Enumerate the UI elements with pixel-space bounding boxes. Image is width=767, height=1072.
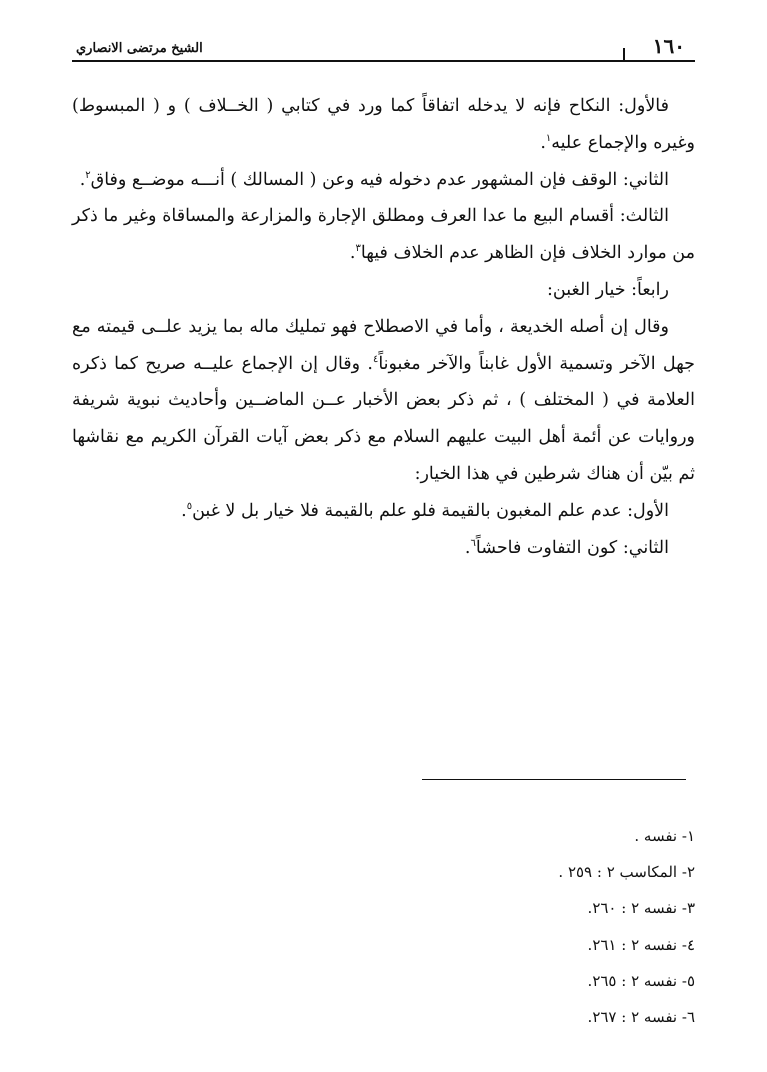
header-divider-tick	[623, 48, 625, 60]
footnote-item: ٢- المكاسب ٢ : ٢٥٩ .	[558, 863, 695, 882]
footnote-ref-5[interactable]: ٥	[186, 500, 193, 512]
footnote-ref-4[interactable]: ٤	[372, 353, 379, 365]
footnotes	[420, 818, 695, 1035]
footnote-separator	[422, 779, 686, 780]
footnote-ref-3[interactable]: ٣	[355, 243, 361, 255]
main-text	[72, 88, 695, 566]
paragraph-third: الثالث: أقسام البيع ما عدا العرف ومطلق الإجارة والمزارعة والمساقاة وغير ما ذكر من موارد الخلاف فإن الظاهر عدم الخلاف فيها$^٣$.	[72, 206, 695, 264]
condition-second: الثاني: كون التفاوت فاحشاً$^٦$.	[464, 537, 669, 558]
running-title: الشيخ مرتضى الانصاري	[76, 41, 203, 56]
paragraph-second: الثاني: الوقف فإن المشهور عدم دخوله فيه وعن ( المسالك ) أنـــه موضــع وفاق$^٢$.	[79, 169, 669, 190]
paragraph-first: فالأول: النكاح فإنه لا يدخله اتفاقاً كما ورد في كتابي ( الخــلاف ) و ( المبسوط) وغيره والإجماع عليه$^١$.	[72, 96, 695, 153]
running-header	[72, 28, 695, 62]
section-heading-fourth: رابعاً: خيار الغبن:	[547, 279, 669, 300]
footnote-ref-6[interactable]: ٦	[470, 537, 476, 549]
footnote-ref-1[interactable]: ١	[545, 132, 552, 144]
condition-first: الأول: عدم علم المغبون بالقيمة فلو علم بالقيمة فلا خيار بل لا غبن$^٥$.	[181, 500, 669, 521]
footnote-item: ٦- نفسه ٢ : ٢٦٧.	[587, 1008, 695, 1027]
page-number: ١٦٠	[652, 34, 685, 58]
footnote-ref-2[interactable]: ٢	[85, 169, 91, 181]
footnote-item: ٤- نفسه ٢ : ٢٦١.	[587, 935, 695, 954]
footnote-item: ٥- نفسه ٢ : ٢٦٥.	[587, 971, 695, 990]
footnote-item: ١- نفسه .	[634, 827, 695, 845]
paragraph-ghabn: وقال إن أصله الخديعة ، وأما في الاصطلاح فهو تمليك ماله بما يزيد علــى قيمته مع جهل الآخر وتسمية الأول غابناً والآخر مغبوناً$^٤$. وقال إن الإجماع عليــه صريح كما ذكره العلامة في ( المختلف ) ، ثم ذكر بعض الأخبار عــن الماضــين وأحاديث نبوية شريفة وروايات عن أئمة أهل البيت عليهم السلام مع ذكر بعض آيات القرآن الكريم مع نقاشها ثم بيّن أن هناك شرطين في هذا الخيار:	[72, 316, 695, 484]
footnote-item: ٣- نفسه ٢ : ٢٦٠.	[587, 899, 695, 918]
